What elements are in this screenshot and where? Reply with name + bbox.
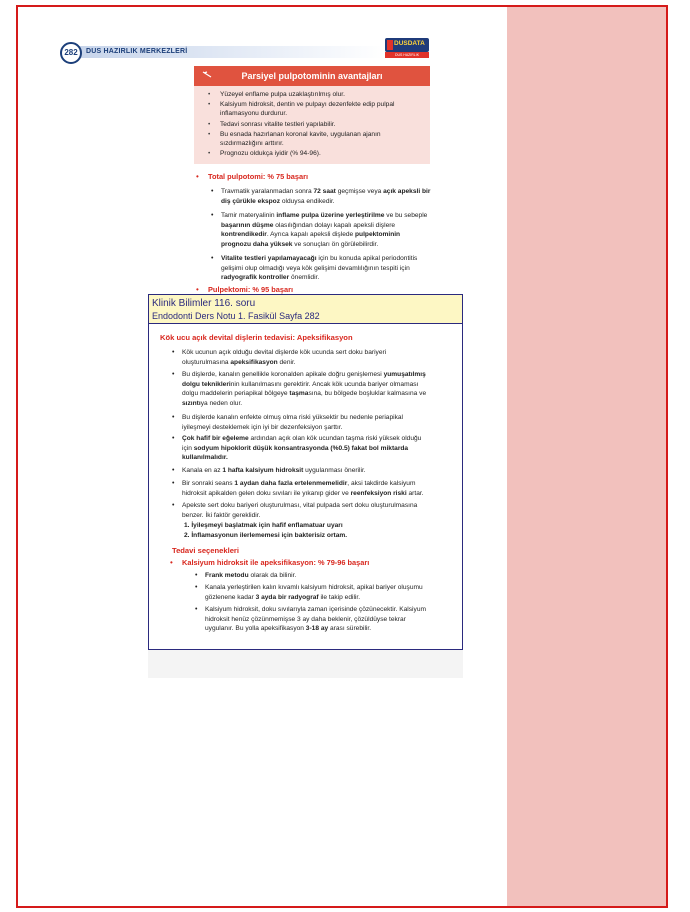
apex-bullet-5: • Kanala en az 1 hafta kalsiyum hidroksit uygulanması önerilir. <box>172 467 366 474</box>
tedavi-subheading: • Kalsiyum hidroksit ile apeksifikasyon: % 79-96 başarı <box>170 558 370 567</box>
header-title: DUS HAZIRLIK MERKEZLERİ <box>86 48 188 55</box>
apex-bullet-7: • Apekste sert doku bariyeri oluşturulması, vital pulpada sert doku oluşturulmasına benzer. İki faktör gereklidir. <box>172 502 418 519</box>
publisher-logo: DUSDATA DUS HAZIRLIK MERKEZLERİ <box>385 38 429 60</box>
total-pulpotomi-heading: • Total pulpotomi: % 75 başarı <box>196 172 309 181</box>
list-item: • Yüzeyel enflame pulpa uzaklaştırılmış olur. <box>208 90 422 99</box>
pulpektomi-heading: • Pulpektomi: % 95 başarı <box>196 285 294 294</box>
apex-bullet-4: • Çok hafif bir eğeleme ardından açık olan kök ucundan taşma riski yüksek olduğu için sodyum hipoklorit düşük konsantrasyonda (%0.5) fakat bol miktarda kullanılmalıdır. <box>172 435 422 462</box>
advantages-list <box>194 86 430 158</box>
list-item: • Kalsiyum hidroksit, dentin ve pulpayı dezenfekte edip pulpal inflamasyonu durdurur. <box>208 100 422 118</box>
tedavi-bullet-3: • Kalsiyum hidroksit, doku sıvılarıyla zaman içerisinde çözünecektir. Kalsiyum hidroksit henüz çözünmemişse 3 ay daha beklenir, çözüldüyse tekrar uygulanır. Bu yolla apeksifikasyon 3-18 ay arası sürebilir. <box>195 606 426 633</box>
tedavi-bullet-2: • Kanala yerleştirilen kalın kıvamlı kalsiyum hidroksit, apikal bariyer oluşumu gözlenene kadar 3 ayda bir radyograf ile takip edilir. <box>195 584 423 601</box>
advantages-box <box>194 66 430 164</box>
apex-factor-2: 2. İnflamasyonun ilerlememesi için bakterisiz ortam. <box>184 532 348 539</box>
question-reference-label: Klinik Bilimler 116. soru Endodonti Ders Notu 1. Fasikül Sayfa 282 <box>148 294 463 324</box>
list-item: • Tedavi sonrası vitalite testleri yapılabilir. <box>208 120 422 129</box>
total-bullet-2: • Tamir materyalinin inflame pulpa üzerine yerleştirilme ve bu sebeple başarının düşme olasılığından dolayı kapalı apeksli dişlere kontrendikedir. Ayrıca kapalı apeksli dişlede pulpektominin prognozu daha yüksek ve sonuçları ön görülebilirdir. <box>211 212 428 248</box>
logo-mark-icon <box>387 40 393 50</box>
list-item: • Bu esnada hazırlanan koronal kavite, uygulanan ajanın sızdırmazlığını arttırır. <box>208 130 422 148</box>
list-item: • Prognozu oldukça iyidir (% 94-96). <box>208 149 422 158</box>
apex-heading: Kök ucu açık devital dişlerin tedavisi: Apeksifikasyon <box>160 333 353 342</box>
total-bullet-3: • Vitalite testleri yapılamayacağı için bu konuda apikal periodontitis gelişimi olup olmadığı veya kök gelişimi devamlılığının tespiti için radyografik kontroller önemlidir. <box>211 255 418 282</box>
apex-bullet-1: • Kök ucunun açık olduğu devital dişlerde kök ucunda sert doku bariyeri oluşturulmasına apeksifikasyon denir. <box>172 349 387 366</box>
apex-bullet-2: • Bu dişlerde, kanalın genellikle koronalden apikale doğru genişlemesi yumuşatılmış dolgu tekniklerinin kullanılmasını gerektirir. Ancak kök ucunda bariyer olmaması dolgu maddelerin periapikal bölgeye taşmasına, bu bölgede boşluklar kalmasına ve sızıntıya neden olur. <box>172 371 427 407</box>
scan-region-tail <box>148 650 463 678</box>
total-bullet-1: • Travmatik yaralanmadan sonra 72 saat geçmişse veya açık apeksli bir diş çürükle ekspoz olduysa endikedir. <box>211 188 431 205</box>
apex-factor-1: 1. İyileşmeyi başlatmak için hafif enflamatuar uyarı <box>184 522 343 529</box>
apex-bullet-6: • Bir sonraki seans 1 aydan daha fazla ertelenmemelidir, aksi takdirde kalsiyum hidroksit apikalden gelen doku sıvıları ile yıkanıp gider ve reenfeksiyon riski artar. <box>172 480 424 497</box>
advantages-header <box>194 66 430 86</box>
tedavi-heading: Tedavi seçenekleri <box>172 546 239 555</box>
apex-bullet-3: • Bu dişlerde kanalın enfekte olmuş olma riski yüksektir bu nedenle periapikal iyileşmeyi desteklemek için iyi bir dezenfeksiyon şarttır. <box>172 414 404 431</box>
advantages-title: Parsiyel pulpotominin avantajları <box>241 71 383 81</box>
tedavi-bullet-1: • Frank metodu olarak da bilinir. <box>195 572 297 579</box>
page-number: 282 <box>60 42 82 64</box>
